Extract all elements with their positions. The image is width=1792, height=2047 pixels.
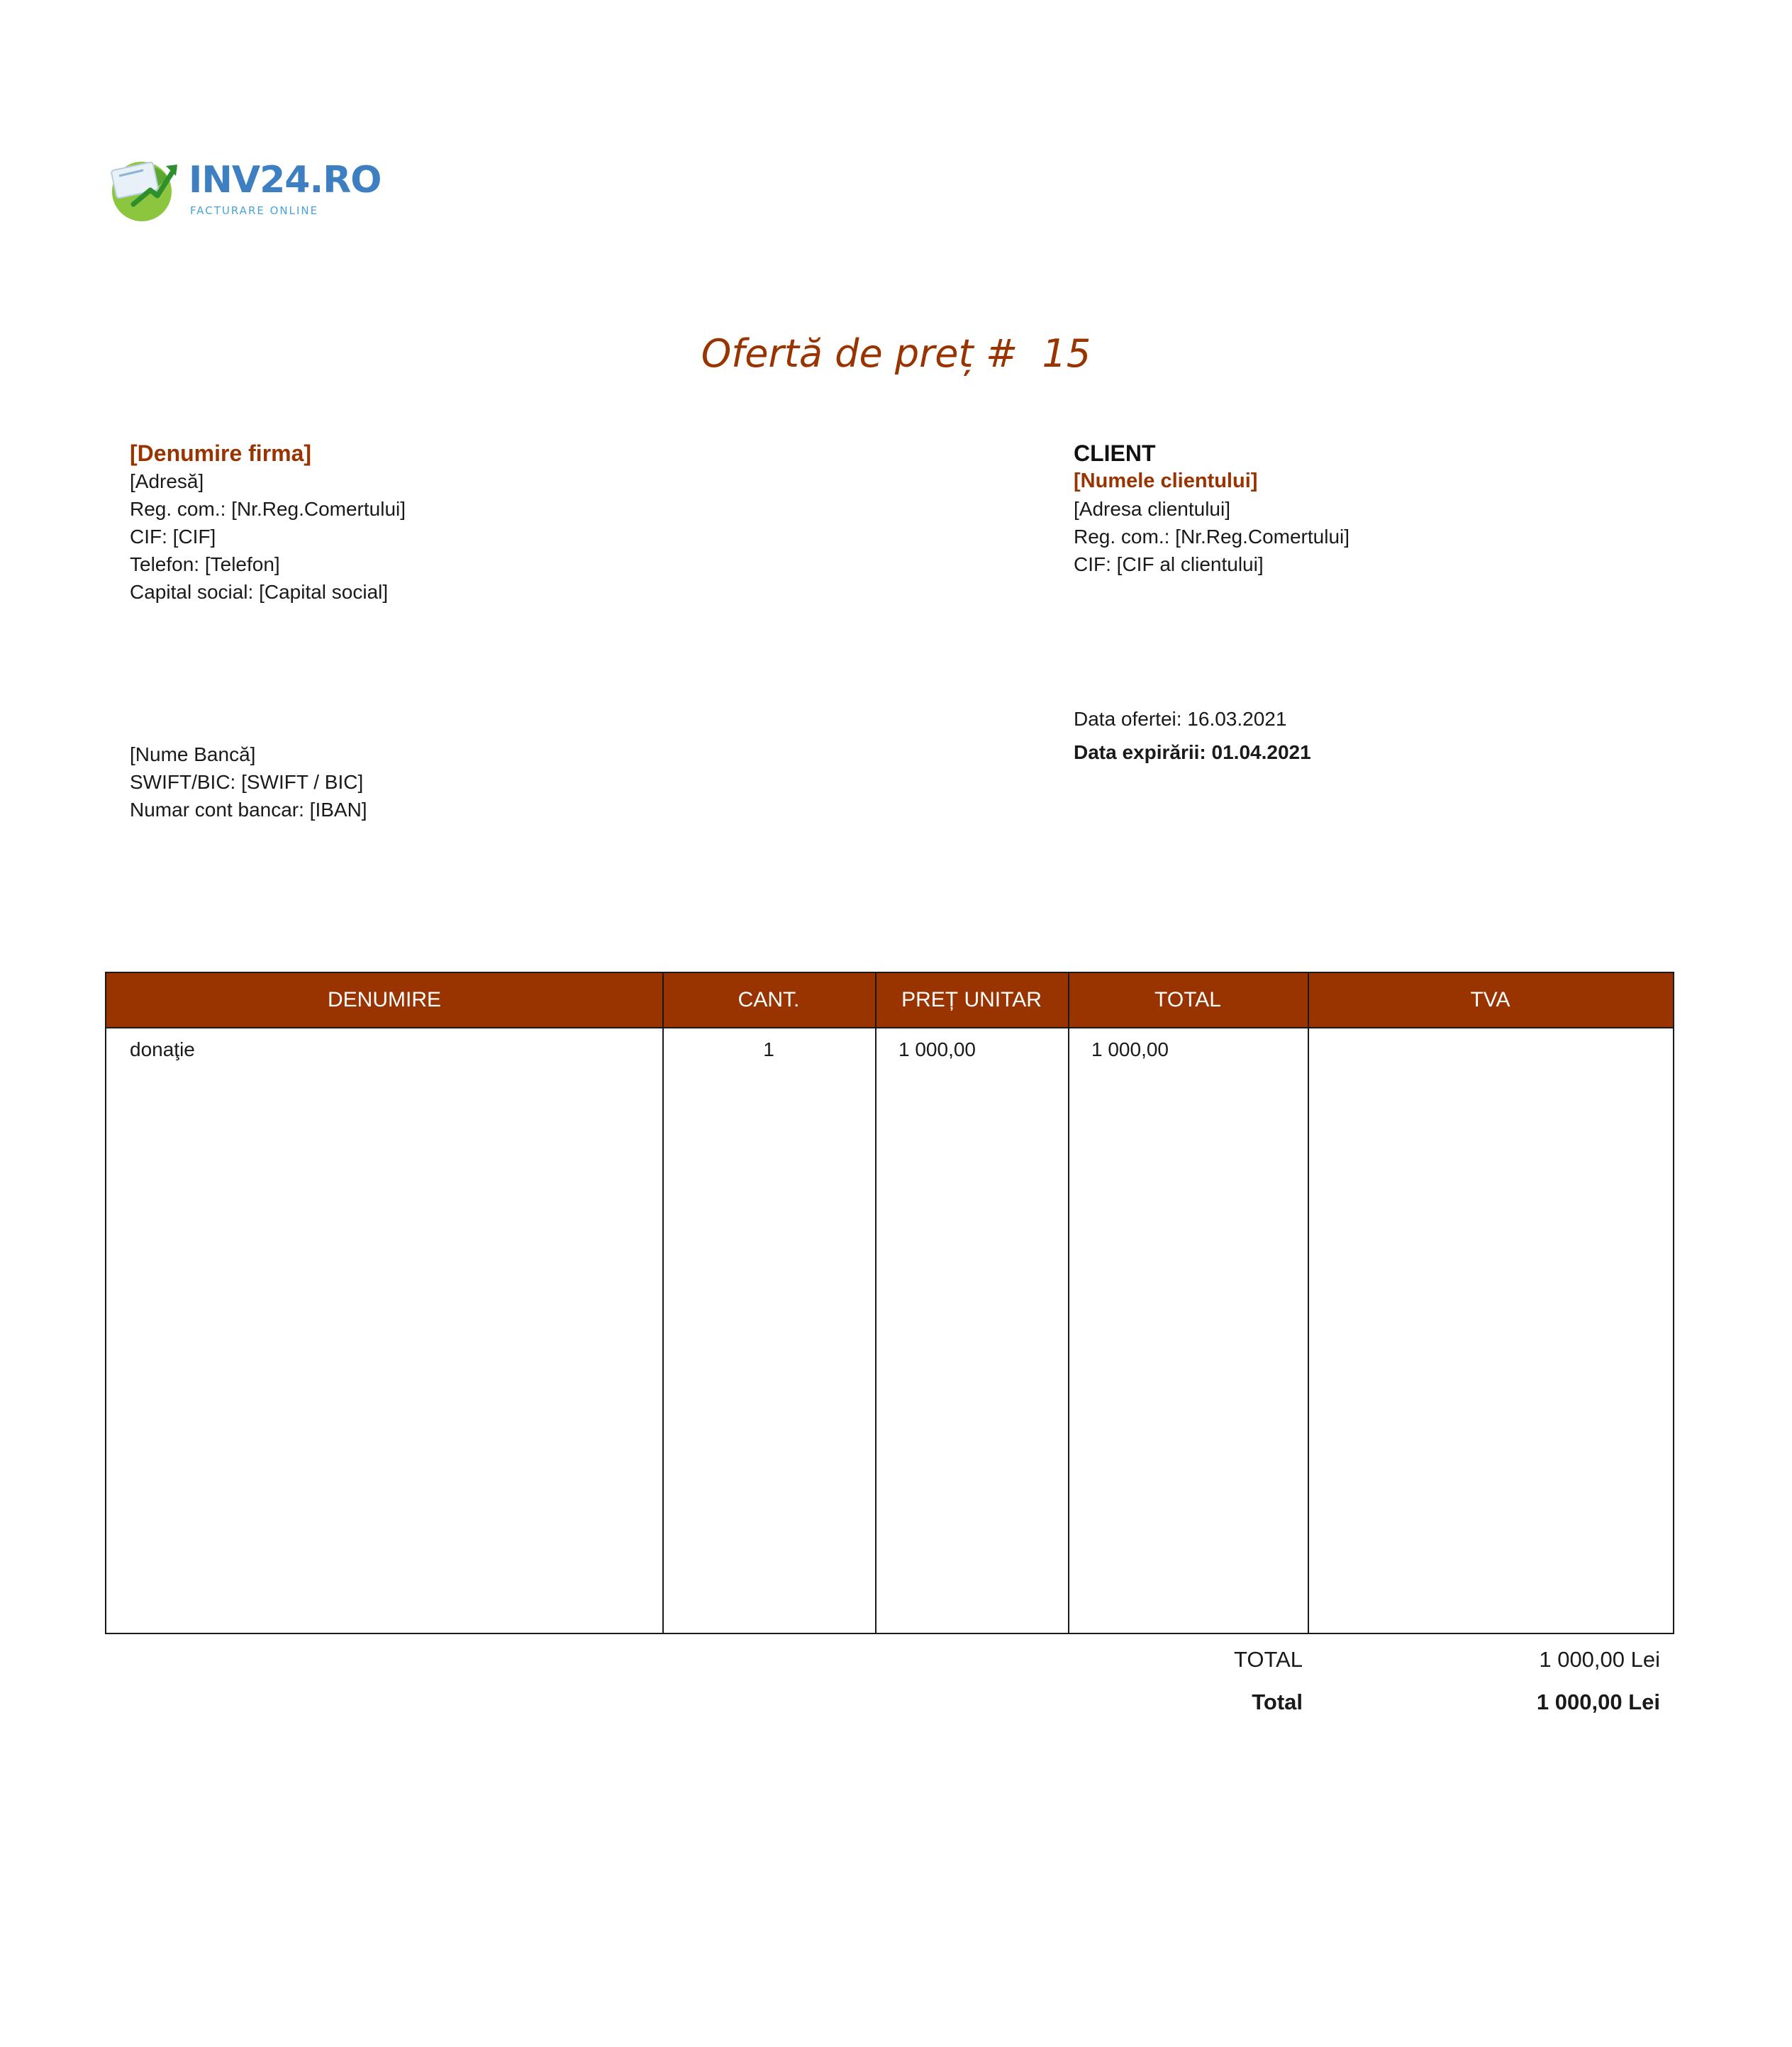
column-divider — [875, 973, 876, 1633]
client-address: [Adresa clientului] — [1074, 498, 1231, 520]
column-divider — [1308, 973, 1309, 1633]
bank-swift: SWIFT/BIC: [SWIFT / BIC] — [130, 771, 364, 793]
total-label: Total — [1252, 1690, 1303, 1714]
column-divider — [662, 973, 664, 1633]
row-denumire: donaţie — [130, 1038, 195, 1060]
client-reg-com: Reg. com.: [Nr.Reg.Comertului] — [1074, 526, 1350, 548]
client-block — [1074, 440, 1349, 578]
bank-block — [130, 740, 367, 823]
seller-capital: Capital social: [Capital social] — [130, 581, 389, 603]
logo-mark-icon — [106, 155, 180, 223]
logo-tagline: FACTURARE ONLINE — [190, 204, 319, 217]
seller-reg-com: Reg. com.: [Nr.Reg.Comertului] — [130, 498, 406, 520]
company-logo — [106, 155, 382, 226]
seller-name: [Denumire firma] — [130, 440, 312, 466]
seller-cif: CIF: [CIF] — [130, 526, 216, 548]
title-number: 15 — [1042, 331, 1091, 376]
seller-block — [130, 440, 406, 606]
seller-address: [Adresă] — [130, 470, 204, 492]
document-title — [0, 329, 1792, 379]
expiry-date: Data expirării: 01.04.2021 — [1074, 741, 1311, 763]
title-label: Ofertă de preț # — [701, 331, 1018, 376]
items-table — [105, 972, 1674, 1634]
row-total: 1 000,00 — [1091, 1038, 1169, 1060]
bank-iban: Numar cont bancar: [IBAN] — [130, 799, 367, 821]
bank-name: [Nume Bancă] — [130, 743, 256, 765]
client-cif: CIF: [CIF al clientului] — [1074, 553, 1264, 575]
header-total: TOTAL — [1154, 988, 1221, 1011]
dates-block — [1074, 705, 1311, 766]
seller-phone: Telefon: [Telefon] — [130, 553, 280, 575]
header-pret-unitar: PREȚ UNITAR — [901, 988, 1042, 1011]
client-heading: CLIENT — [1074, 440, 1156, 466]
row-cant: 1 — [763, 1038, 774, 1060]
row-pret-unitar: 1 000,00 — [898, 1038, 976, 1060]
total-value: 1 000,00 Lei — [1536, 1690, 1660, 1714]
header-tva: TVA — [1470, 988, 1510, 1011]
logo-brand: INV24.RO — [189, 159, 382, 201]
header-denumire: DENUMIRE — [327, 988, 441, 1011]
client-name: [Numele clientului] — [1074, 470, 1258, 492]
header-cant: CANT. — [738, 988, 800, 1011]
subtotal-label: TOTAL — [1233, 1647, 1303, 1672]
offer-date: Data ofertei: 16.03.2021 — [1074, 708, 1287, 730]
subtotal-value: 1 000,00 Lei — [1539, 1647, 1660, 1672]
column-divider — [1068, 973, 1069, 1633]
